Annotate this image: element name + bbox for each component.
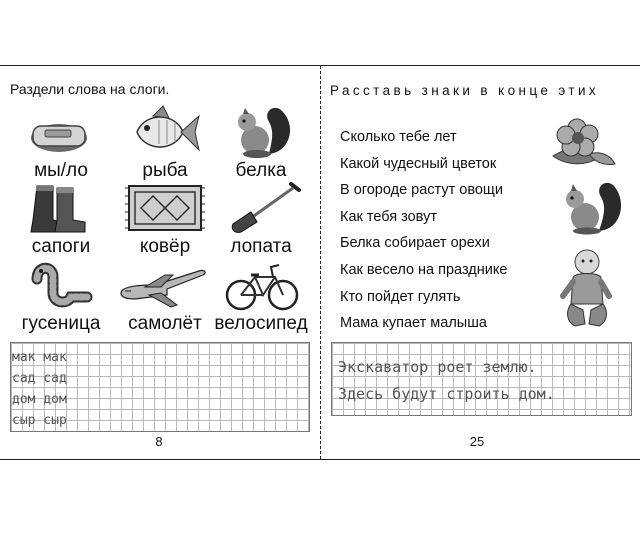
word-label: велосипед (214, 313, 308, 334)
right-page (321, 66, 640, 459)
shovel-icon (211, 180, 311, 236)
copy-line: дом дом (12, 392, 67, 407)
sentence: Как весело на празднике (340, 261, 508, 278)
baby-icon (559, 246, 615, 332)
word-label: мы/ло (34, 160, 88, 181)
page-number-left: 8 (155, 434, 163, 449)
flower-icon (549, 116, 619, 168)
sentence: Какой чудесный цветок (340, 155, 497, 172)
carpet-icon (115, 180, 215, 236)
left-task-title: Раздели слова на слоги. (10, 81, 170, 97)
airplane-icon (115, 257, 215, 313)
word-label: сапоги (31, 236, 91, 257)
copy-lines-left (12, 347, 67, 431)
copy-line: Здесь будут строить дом. (338, 385, 555, 403)
squirrel-icon (211, 104, 311, 160)
copy-lines-right (338, 354, 555, 408)
word-label: рыба (142, 160, 188, 181)
sentence: Мама купает малыша (340, 315, 487, 332)
sentence: Сколько тебе лет (340, 129, 457, 145)
copy-line: сыр сыр (12, 413, 67, 428)
right-task-title: Расставь знаки в конце этих (330, 83, 600, 98)
left-page (0, 66, 320, 459)
page-number-right: 25 (469, 434, 485, 449)
soap-icon (11, 104, 111, 160)
bicycle-icon (211, 257, 311, 313)
word-label: ковёр (139, 236, 191, 257)
word-label: самолёт (128, 313, 202, 334)
sentence: В огороде растут овощи (340, 182, 503, 199)
copy-line: сад сад (12, 371, 67, 386)
sentence: Как тебя зовут (340, 208, 437, 225)
word-label: гусеница (21, 313, 101, 334)
word-label: лопата (230, 236, 292, 257)
sentence: Белка собирает орехи (340, 235, 490, 252)
squirrel-icon (555, 179, 627, 235)
sentence-list (340, 124, 507, 337)
fish-icon (115, 104, 215, 160)
word-label: белка (235, 160, 287, 181)
book-spread (0, 65, 640, 460)
sentence: Кто пойдет гулять (340, 288, 461, 305)
copy-line: Экскаватор роет землю. (338, 358, 537, 376)
copy-line: мак мак (12, 350, 67, 365)
caterpillar-icon (11, 257, 111, 313)
boots-icon (11, 180, 111, 236)
